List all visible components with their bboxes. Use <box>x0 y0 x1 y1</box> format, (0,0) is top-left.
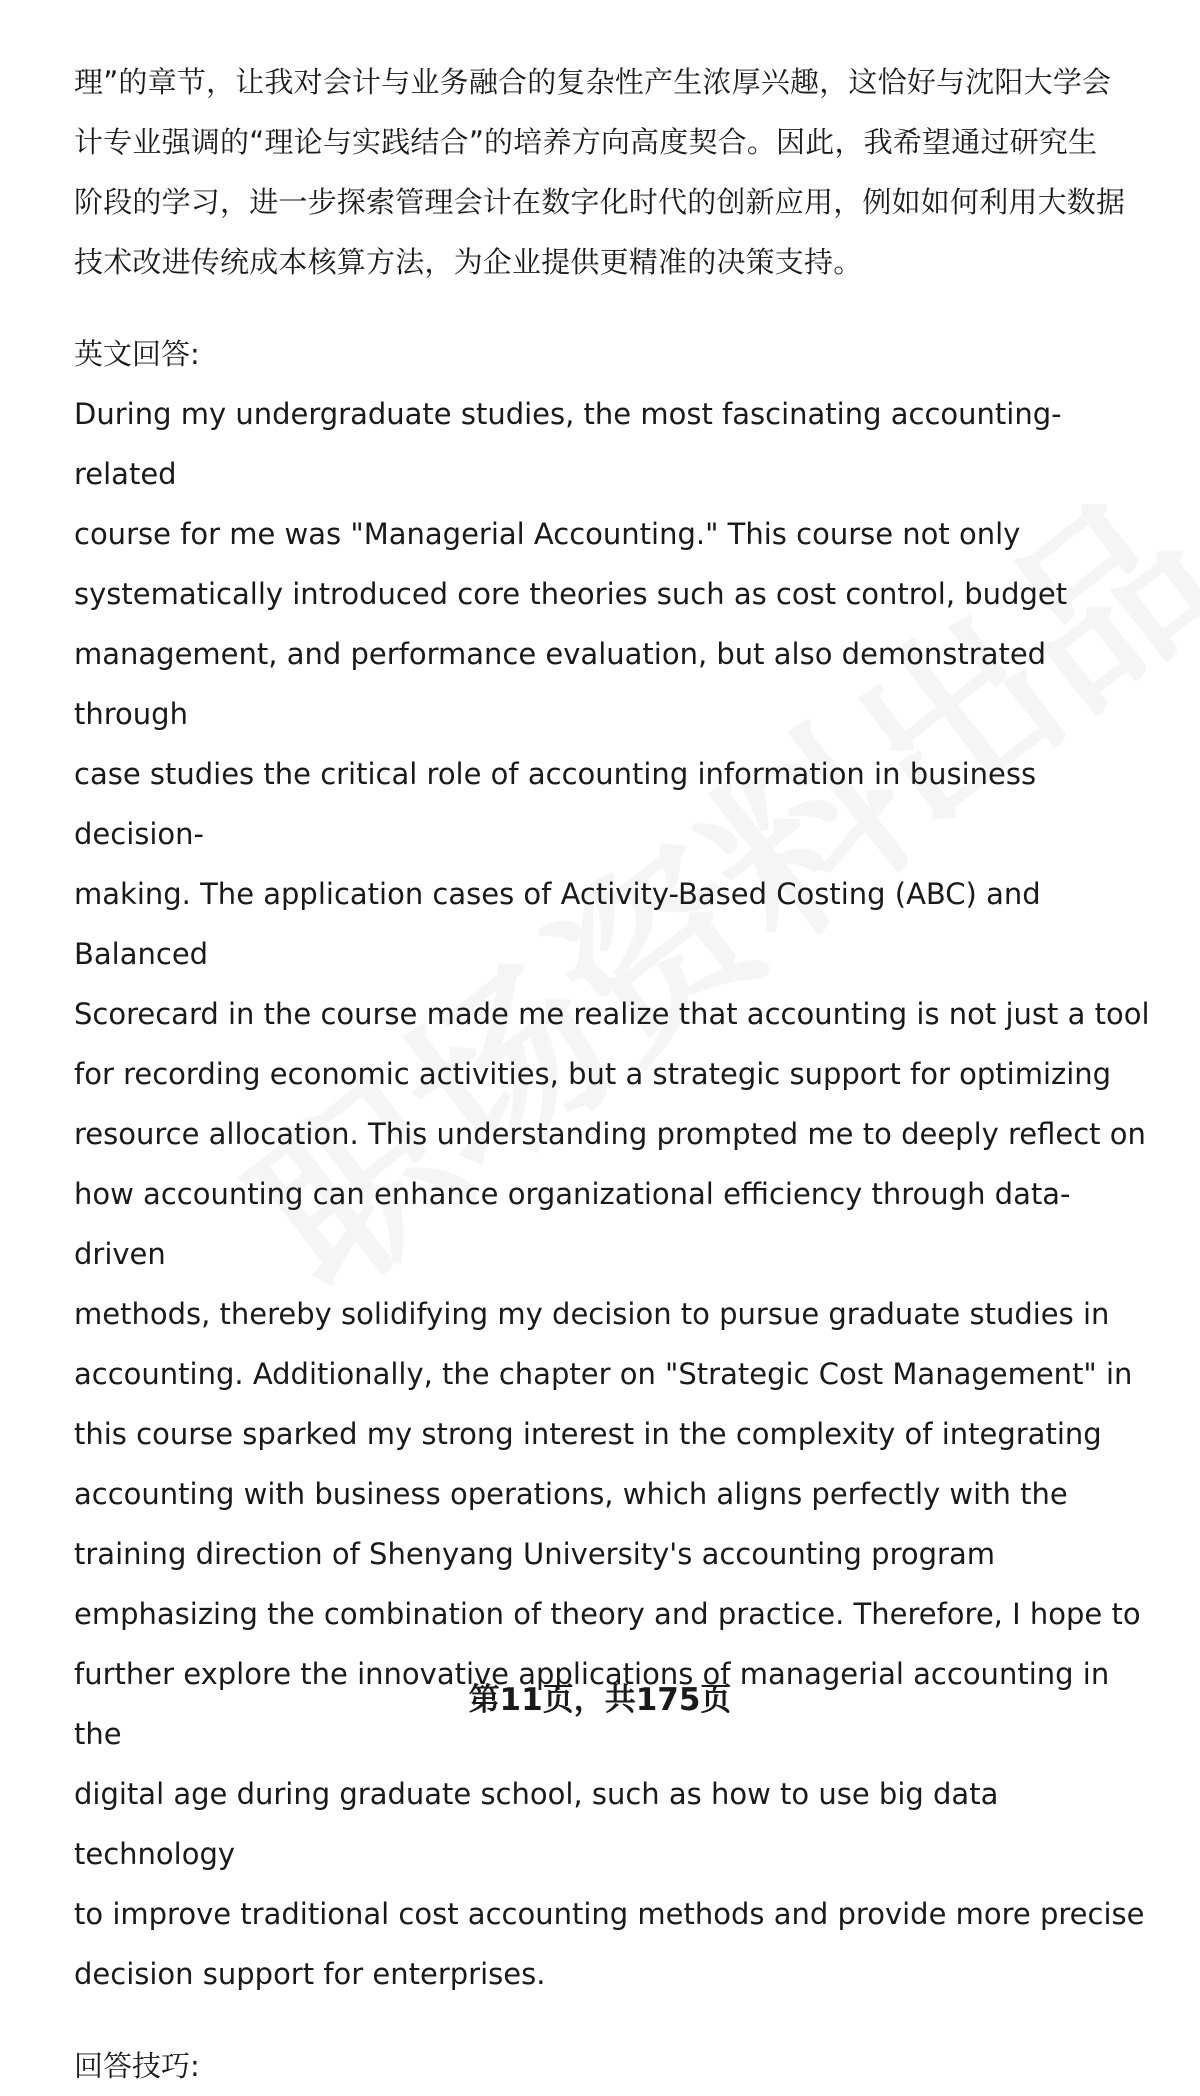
page-number: 第11页，共175页 <box>468 1682 732 1718</box>
english-answer-paragraph: During my undergraduate studies, the most fascinating accounting-related course for me was "Managerial Accounting." This course not only systematically introduced core theories such as cost control, budget management, and performance evaluation, but also demonstrated through case studies the critical role of accounting information in business decision- making. The application cases of Activity-Based Costing (ABC) and Balanced Scorecard in the course made me realize that accounting is not just a tool for recording economic activities, but a strategic support for optimizing resource allocation. This understanding prompted me to deeply reflect on how accounting can enhance organizational efficiency through data-driven methods, thereby solidifying my decision to pursue graduate studies in accounting. Additionally, the chapter on "Strategic Cost Management" in this course sparked my strong interest in the complexity of integrating accounting with business operations, which aligns perfectly with the training direction of Shenyang University's accounting program emphasizing the combination of theory and practice. Therefore, I hope to further explore the innovative applications of managerial accounting in the digital age during graduate school, such as how to use big data technology to improve traditional cost accounting methods and provide more precise decision support for enterprises. <box>74 397 1150 1991</box>
chinese-answer-continuation: 理”的章节，让我对会计与业务融合的复杂性产生浓厚兴趣，这恰好与沈阳大学会 计专业强调的“理论与实践结合”的培养方向高度契合。因此，我希望通过研究生 阶段的学习，进一步探索管理会计在数字化时代的创新应用，例如如何利用大数据 技术改进传统成本核算方法，为企业提供更精准的决策支持。 <box>74 65 1126 279</box>
english-answer-heading: 英文回答: <box>74 337 200 371</box>
answer-tips-heading: 回答技巧: <box>74 2049 200 2083</box>
document-body <box>74 52 1154 2096</box>
